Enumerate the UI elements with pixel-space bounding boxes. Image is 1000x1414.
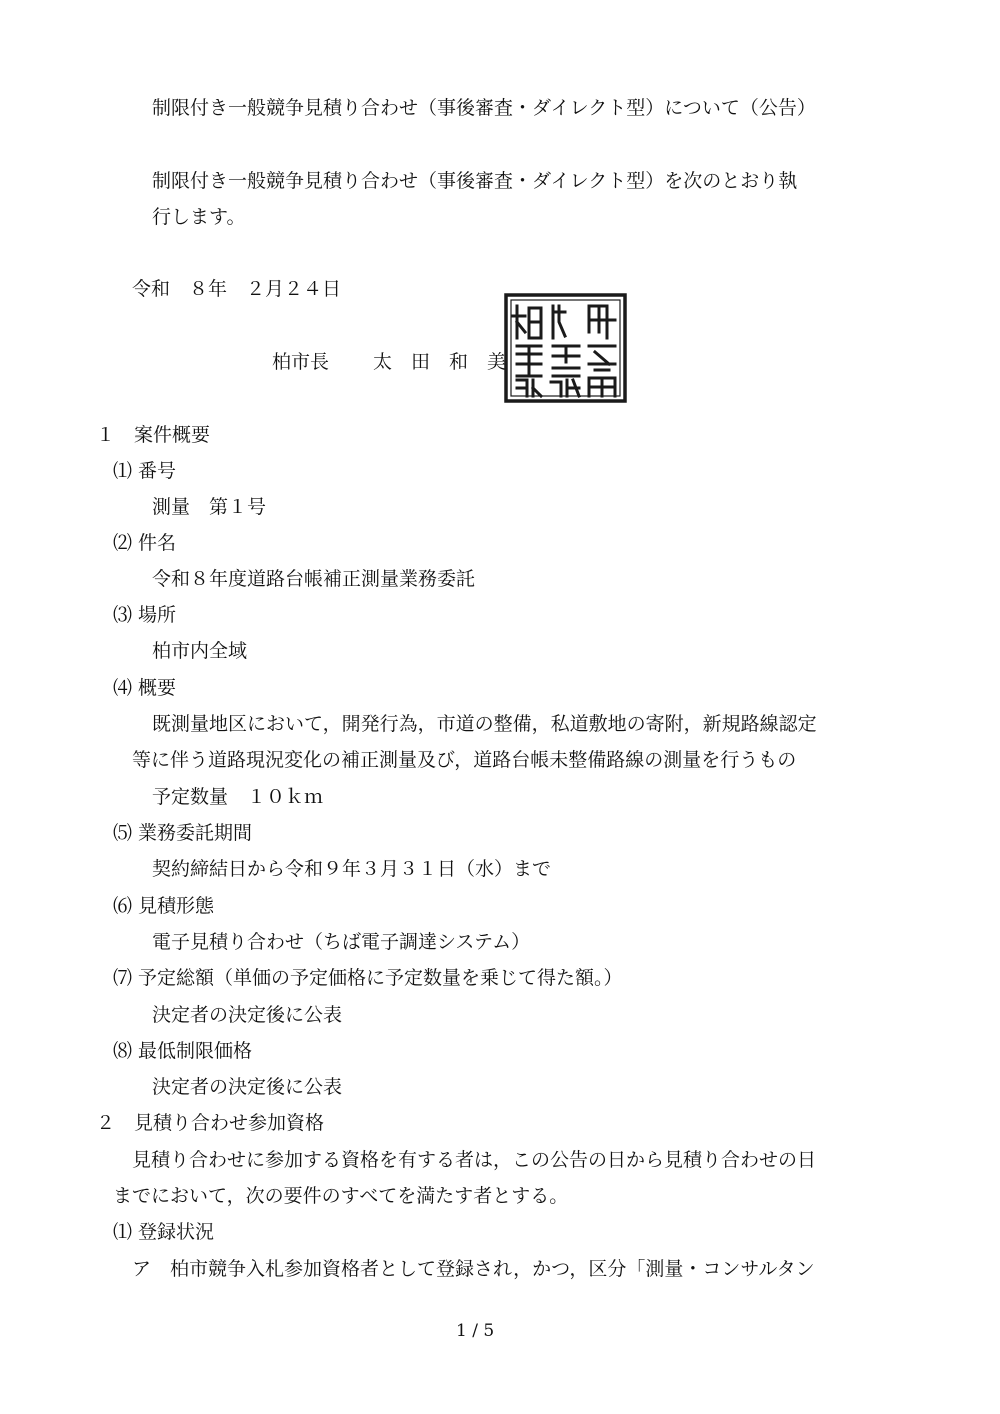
- issue-date: 令和 ８年 ２月２４日: [132, 278, 342, 300]
- mayor-title: 柏市長: [272, 351, 330, 373]
- item-label: ⑺ 予定総額（単価の予定価格に予定数量を乗じて得た額。）: [113, 967, 623, 989]
- item-label: ⑸ 業務委託期間: [113, 822, 253, 844]
- mayor-name: 太 田 和 美: [373, 351, 507, 373]
- item-text: 既測量地区において，開発行為，市道の整備，私道敷地の寄附，新規路線認定: [152, 713, 817, 735]
- document-title: 制限付き一般競争見積り合わせ（事後審査・ダイレクト型）について（公告）: [152, 97, 816, 119]
- section-heading: １ 案件概要: [96, 424, 211, 446]
- item-label: ⑹ 見積形態: [113, 895, 215, 917]
- item-text: 契約締結日から令和９年３月３１日（水）まで: [152, 858, 552, 880]
- item-text: 決定者の決定後に公表: [152, 1076, 343, 1098]
- item-label: ⑷ 概要: [113, 677, 177, 699]
- item-text: 令和８年度道路台帳補正測量業務委託: [152, 568, 476, 590]
- item-text: 決定者の決定後に公表: [152, 1004, 343, 1026]
- item-label: ⑴ 番号: [113, 460, 177, 482]
- intro-line-2: 行します。: [152, 206, 246, 228]
- item-text: 測量 第１号: [152, 496, 267, 518]
- item-label: ⑻ 最低制限価格: [113, 1040, 253, 1062]
- item-label: ⑵ 件名: [113, 532, 177, 554]
- paragraph-line: 見積り合わせに参加する資格を有する者は，この公告の日から見積り合わせの日: [132, 1149, 817, 1171]
- item-text: 等に伴う道路現況変化の補正測量及び，道路台帳未整備路線の測量を行うもの: [132, 749, 797, 771]
- item-label: ⑴ 登録状況: [113, 1221, 215, 1243]
- section-heading: ２ 見積り合わせ参加資格: [96, 1112, 325, 1134]
- item-text: 電子見積り合わせ（ちば電子調達システム）: [152, 931, 531, 953]
- item-text: ア 柏市競争入札参加資格者として登録され，かつ，区分「測量・コンサルタン: [132, 1258, 815, 1280]
- item-text: 予定数量 １０ｋｍ: [152, 786, 324, 808]
- paragraph-line: までにおいて，次の要件のすべてを満たす者とする。: [113, 1185, 569, 1207]
- official-seal-icon: [503, 292, 628, 404]
- page-number: 1 / 5: [456, 1321, 495, 1341]
- intro-line-1: 制限付き一般競争見積り合わせ（事後審査・ダイレクト型）を次のとおり執: [152, 170, 798, 192]
- item-label: ⑶ 場所: [113, 604, 177, 626]
- item-text: 柏市内全域: [152, 640, 248, 662]
